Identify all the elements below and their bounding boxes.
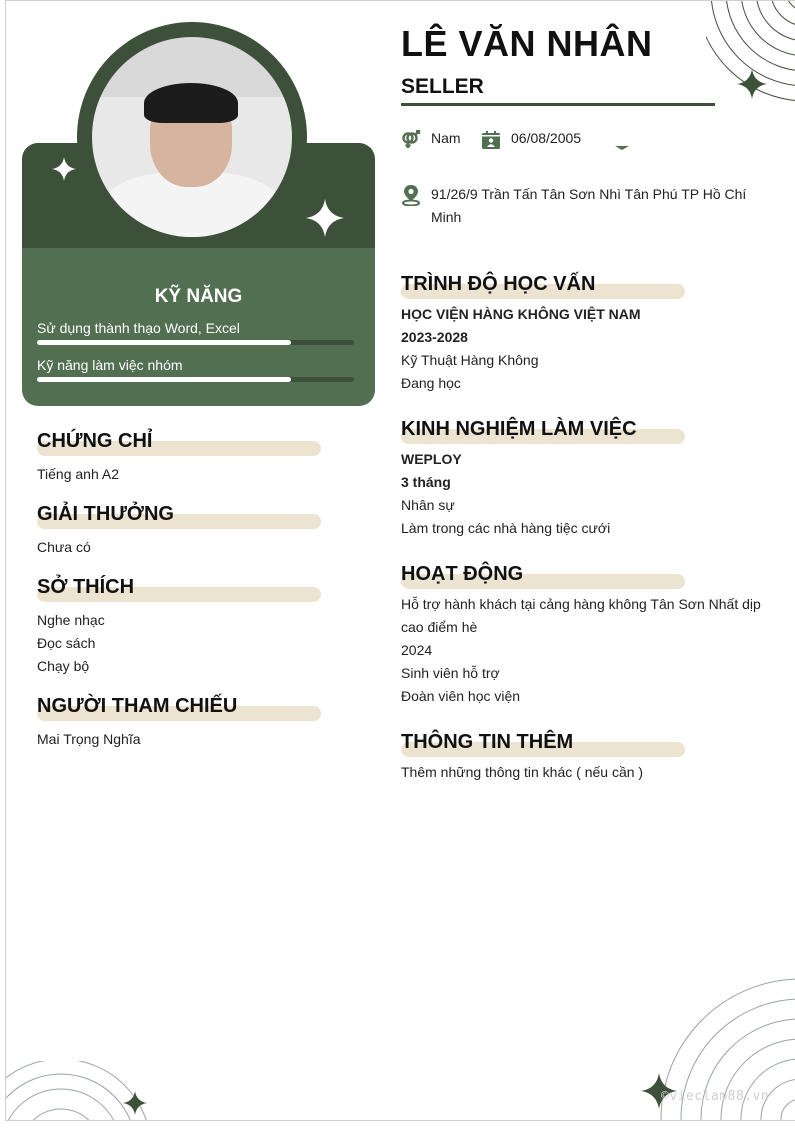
birthday-info	[481, 130, 581, 150]
watermark: ©vieclam88.vn	[661, 1089, 770, 1104]
skill-label: Kỹ năng làm việc nhóm	[37, 357, 183, 373]
additional-text: Thêm những thông tin khác ( nếu cần )	[401, 764, 644, 780]
gender-icon	[401, 130, 421, 150]
sparkle-icon	[737, 69, 767, 99]
section-line: Chưa có	[37, 539, 91, 555]
sparkle-icon	[52, 157, 76, 181]
study-period: 2023-2028	[401, 329, 468, 345]
activity-year: 2024	[401, 642, 433, 658]
section-education	[401, 272, 685, 395]
sparkle-icon	[306, 199, 344, 237]
skills-title: KỸ NĂNG	[154, 286, 243, 307]
address-value: 91/26/9 Trần Tấn Tân Sơn Nhì Tân Phú TP Hồ Chí Minh	[431, 186, 747, 225]
skill-item	[37, 357, 354, 382]
skill-bar	[37, 377, 354, 382]
candidate-role: SELLER	[401, 75, 484, 98]
skill-bar-fill	[37, 340, 291, 345]
small-mark-icon	[615, 145, 629, 151]
section-references	[37, 694, 321, 751]
activity-description: Hỗ trợ hành khách tại cảng hàng không Tân Sơn Nhất dịp cao điểm hè	[401, 596, 761, 635]
section-title: SỞ THÍCH	[37, 576, 135, 598]
activity-organization: Đoàn viên học viện	[401, 688, 521, 704]
skills-panel	[22, 248, 375, 406]
major: Kỹ Thuật Hàng Không	[401, 352, 539, 368]
job-position: Nhân sự	[401, 497, 455, 513]
section-title: TRÌNH ĐỘ HỌC VẤN	[401, 273, 596, 295]
section-certificates	[37, 429, 321, 486]
section-title: KINH NGHIỆM LÀM VIỆC	[401, 418, 637, 440]
birthday-value: 06/08/2005	[511, 130, 582, 146]
section-title: THÔNG TIN THÊM	[401, 731, 574, 753]
study-status: Đang học	[401, 375, 461, 391]
skill-bar	[37, 340, 354, 345]
company-name: WEPLOY	[401, 451, 462, 467]
section-line: Mai Trọng Nghĩa	[37, 731, 141, 747]
school-name: HỌC VIỆN HÀNG KHÔNG VIỆT NAM	[401, 306, 641, 322]
sparkle-icon	[123, 1091, 147, 1115]
location-pin-icon	[401, 184, 421, 206]
section-awards	[37, 502, 321, 559]
section-additional-info	[401, 730, 685, 784]
activity-role: Sinh viên hỗ trợ	[401, 665, 500, 681]
work-duration: 3 tháng	[401, 474, 451, 490]
calendar-icon	[481, 130, 501, 150]
section-title: HOẠT ĐỘNG	[401, 563, 524, 585]
job-description: Làm trong các nhà hàng tiệc cưới	[401, 520, 611, 536]
skill-label: Sử dụng thành thạo Word, Excel	[37, 320, 240, 336]
skill-bar-fill	[37, 377, 291, 382]
section-line: Đọc sách	[37, 635, 96, 651]
section-line: Tiếng anh A2	[37, 466, 119, 482]
section-title: GIẢI THƯỞNG	[37, 503, 174, 525]
section-hobbies	[37, 575, 321, 678]
section-line: Nghe nhạc	[37, 612, 105, 628]
gender-info	[401, 130, 461, 150]
section-line: Chạy bộ	[37, 658, 90, 674]
candidate-name: LÊ VĂN NHÂN	[401, 23, 653, 64]
cv-page	[5, 0, 795, 1121]
gender-value: Nam	[431, 130, 461, 146]
section-title: CHỨNG CHỈ	[37, 430, 153, 452]
section-activities	[401, 562, 771, 708]
address-info	[401, 183, 751, 229]
section-experience	[401, 417, 685, 540]
profile-photo	[92, 37, 292, 237]
section-title: NGƯỜI THAM CHIẾU	[37, 695, 238, 717]
header-divider	[401, 103, 715, 106]
skill-item	[37, 320, 354, 345]
